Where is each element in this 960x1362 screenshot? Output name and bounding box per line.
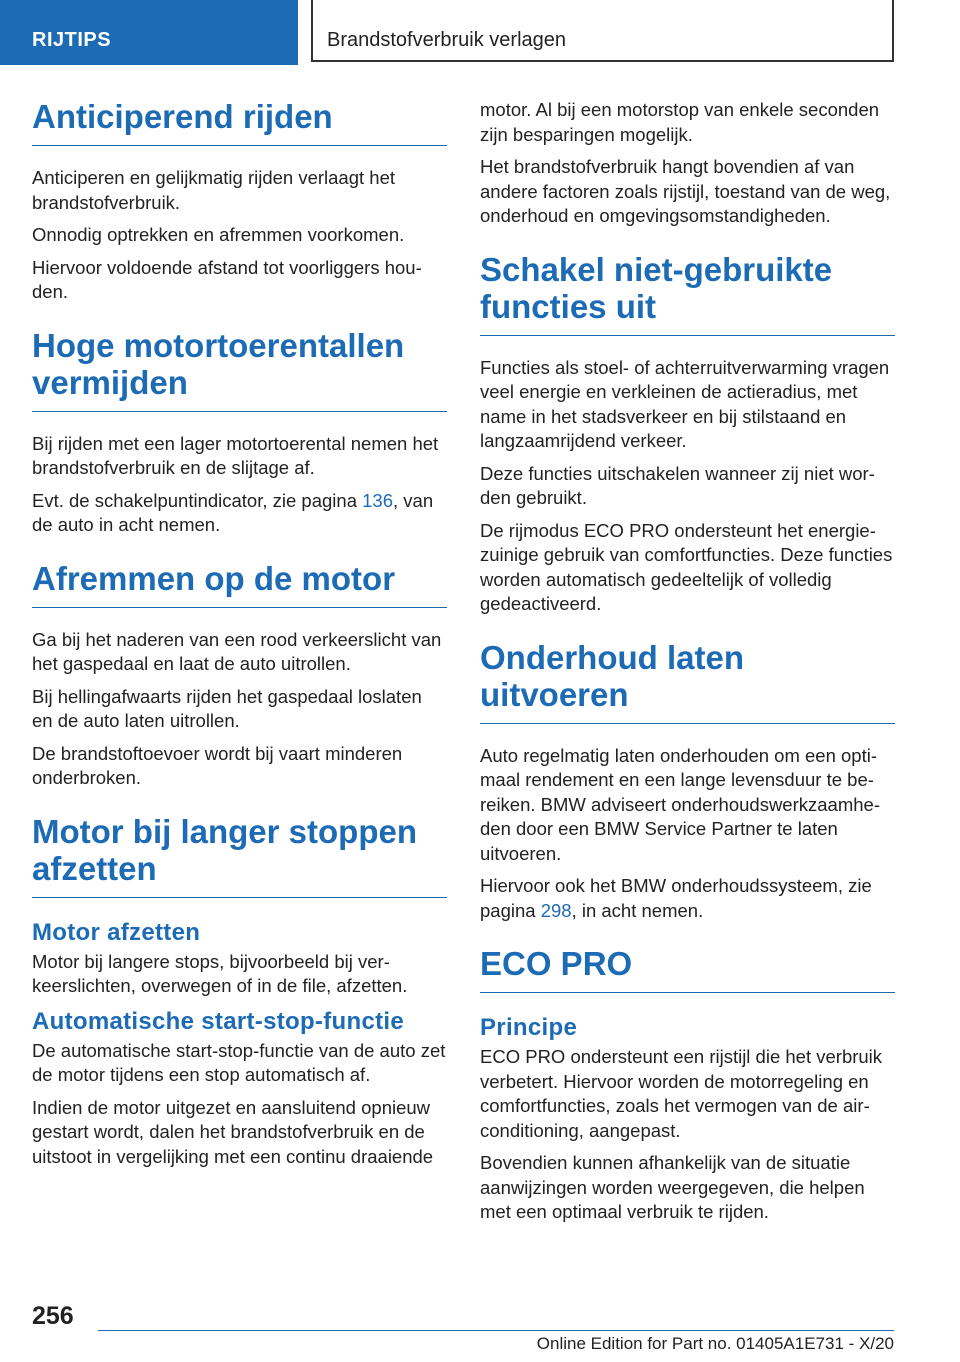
paragraph: Bij hellingafwaarts rijden het gaspedaal loslaten en de auto laten uitrollen. — [32, 685, 422, 731]
heading-afremmen-op-de-motor: Afremmen op de motor — [32, 560, 447, 608]
paragraph: Onnodig optrekken en afremmen voorkomen. — [32, 224, 405, 245]
paragraph: Bovendien kunnen afhankelijk van de situatie aanwijzingen worden weergegeven, die helpen met een optimaal verbruik te rijden. — [480, 1152, 865, 1222]
heading-motor-bij-langer-stoppen: Motor bij langer stoppen afzetten — [32, 813, 447, 898]
section-onderhoud — [480, 639, 895, 924]
paragraph — [32, 489, 447, 538]
paragraph: Ga bij het naderen van een rood verkeerslicht van het gaspedaal en laat de auto uitrollen. — [32, 628, 442, 674]
paragraph: Anticiperen en gelijkmatig rijden verlaagt het brandstofverbruik. — [32, 167, 396, 213]
left-column — [32, 98, 447, 1191]
section-motor-afzetten — [32, 813, 447, 1170]
paragraph: Motor bij langere stops, bijvoorbeeld bij verkeerslichten, overwegen of in de file, afzetten. — [32, 950, 408, 996]
text: Evt. de schakelpuntindicator, zie pagina — [32, 489, 363, 511]
page-link-136[interactable]: 136 — [362, 489, 394, 511]
section-afremmen-op-de-motor — [32, 560, 447, 791]
section-hoge-motortoerentallen — [32, 327, 447, 538]
section-eco-pro — [480, 945, 895, 1225]
page-number: 256 — [32, 1302, 74, 1330]
text: , van de auto in acht nemen. — [32, 489, 434, 535]
heading-hoge-motortoerentallen: Hoge motortoerentallen vermijden — [32, 327, 447, 412]
paragraph — [480, 874, 895, 923]
chapter-tab — [0, 0, 298, 65]
footer-divider — [98, 1330, 894, 1331]
paragraph: ECO PRO ondersteunt een rijstijl die het verbruik verbetert. Hiervoor worden de motorregeling en comfortfuncties, zoals het vermogen van de airconditioning, aangepast. — [480, 1046, 883, 1141]
paragraph: De rijmodus ECO PRO ondersteunt het energiezuinige gebruik van comfortfuncties. Deze functies worden automatisch gedeeltelijk of volledig gedeactiveerd. — [480, 519, 893, 614]
paragraph: motor. Al bij een motorstop van enkele seconden zijn besparingen mogelijk. — [480, 99, 880, 145]
paragraph: Functies als stoel- of achterruitverwarming vragen veel energie en verkleinen de actieradius, met name in het stadsverkeer en bij stilstaand en langzaamrijdend verkeer. — [480, 356, 890, 451]
paragraph: Indien de motor uitgezet en aansluitend opnieuw gestart wordt, dalen het brandstofverbruik en de uitstoot in vergelijking met een continu draaiende — [32, 1096, 434, 1167]
chapter-label: RIJTIPS — [32, 29, 112, 51]
section-title: Brandstofverbruik verlagen — [327, 29, 567, 51]
paragraph: Het brandstofverbruik hangt bovendien af van andere factoren zoals rijstijl, toestand van de weg, onderhoud en omgevingsomstandigheden. — [480, 156, 891, 226]
text: Hiervoor ook het BMW onderhoudssysteem, zie pagina — [480, 875, 872, 921]
section-schakel-functies-uit — [480, 251, 895, 617]
paragraph: Bij rijden met een lager motortoerental nemen het brandstofverbruik en de slijtage af. — [32, 432, 439, 478]
subheading-motor-afzetten: Motor afzetten — [32, 918, 201, 946]
section-header — [311, 0, 894, 62]
footer-edition: Online Edition for Part no. 01405A1E731 - X/20 — [536, 1334, 894, 1353]
section-continued — [480, 98, 895, 229]
page-link-298[interactable]: 298 — [540, 899, 572, 921]
right-column — [480, 98, 895, 1247]
subheading-start-stop-functie: Automatische start-stop-functie — [32, 1007, 404, 1035]
heading-onderhoud-laten-uitvoeren: Onderhoud laten uitvoeren — [480, 639, 895, 724]
heading-schakel-functies-uit: Schakel niet-gebruikte functies uit — [480, 251, 895, 336]
heading-eco-pro: ECO PRO — [480, 945, 895, 993]
paragraph: Hiervoor voldoende afstand tot voorliggers houden. — [32, 256, 422, 302]
text: , in acht nemen. — [571, 899, 704, 921]
paragraph: De automatische start-stop-functie van de auto zet de motor tijdens een stop automatisch af. — [32, 1039, 446, 1085]
paragraph: De brandstoftoevoer wordt bij vaart minderen onderbroken. — [32, 742, 403, 788]
heading-anticiperend-rijden: Anticiperend rijden — [32, 98, 447, 146]
section-anticiperend-rijden — [32, 98, 447, 305]
paragraph: Deze functies uitschakelen wanneer zij niet worden gebruikt. — [480, 462, 875, 508]
paragraph: Auto regelmatig laten onderhouden om een optimaal rendement en een lange levensduur te bereiken. BMW adviseert onderhoudswerkzaamheden door een BMW Service Partner te laten uitvoeren. — [480, 744, 880, 864]
subheading-principe: Principe — [480, 1014, 578, 1041]
